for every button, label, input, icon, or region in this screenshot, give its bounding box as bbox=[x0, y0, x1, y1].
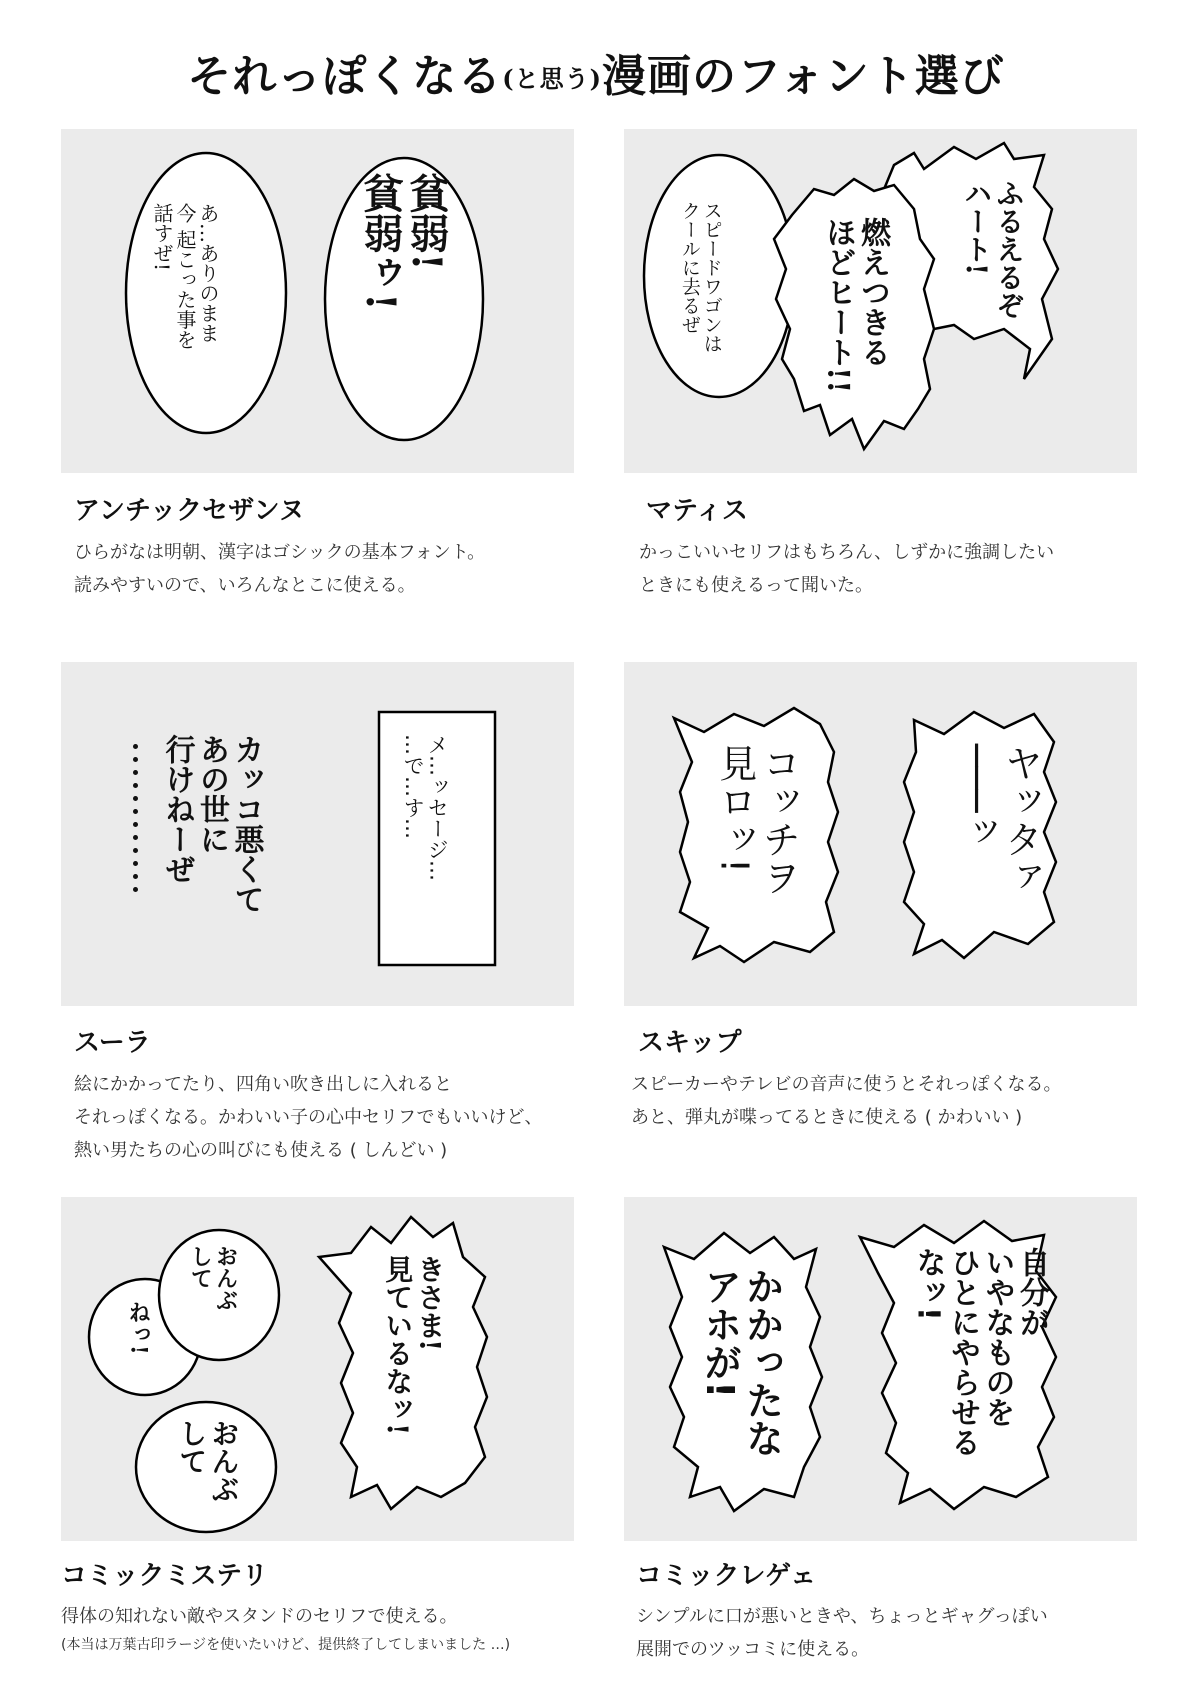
font-heading-skip: スキップ bbox=[638, 1028, 742, 1058]
bubble-line: ひとにやらせる bbox=[945, 1247, 980, 1457]
panel-matisse bbox=[624, 129, 1137, 473]
bubble-line: カッコ悪くて bbox=[228, 734, 264, 914]
bubble-line: 貧弱ゥ! bbox=[357, 173, 404, 311]
panel-comic-reggae bbox=[624, 1197, 1137, 1541]
desc-line: 展開でのツッコミに使える。 bbox=[636, 1639, 870, 1660]
bubble-line: ハート! bbox=[960, 179, 994, 276]
bubble-line: クールに去るぜ bbox=[678, 201, 701, 334]
bubble-line: 見ロッ! bbox=[712, 744, 757, 874]
font-desc-skip bbox=[631, 1068, 1062, 1134]
bubble-line: ヤッタァ bbox=[998, 744, 1043, 896]
font-desc-seurat bbox=[74, 1068, 543, 1167]
bubble-line: 貧弱! bbox=[403, 173, 450, 271]
bubble-line: いやなものを bbox=[979, 1247, 1015, 1427]
ellipsis-dots bbox=[133, 744, 139, 900]
font-heading-matisse: マティス bbox=[646, 496, 748, 526]
panel-seurat bbox=[61, 662, 574, 1006]
desc-line: 読みやすいので、いろんなとこに使える。 bbox=[74, 575, 416, 596]
bubble-line: メ…ッセージ… bbox=[425, 734, 450, 881]
font-desc-matisse bbox=[639, 536, 1054, 602]
bubble-line: かかったな bbox=[739, 1267, 784, 1457]
bubble-line: 今 起こった事を bbox=[173, 203, 197, 350]
font-heading-comic-reggae: コミックレゲェ bbox=[636, 1561, 817, 1591]
bubble-line: 行けねーぜ bbox=[159, 734, 195, 884]
font-heading-seurat: スーラ bbox=[74, 1028, 151, 1058]
desc-line: シンプルに口が悪いときや、ちょっとギャグっぽい bbox=[636, 1606, 1048, 1627]
bubble-line: して bbox=[187, 1245, 214, 1289]
bubble-line: ───ッ bbox=[954, 744, 999, 851]
desc-note: (本当は万葉古印ラージを使いたいけど、提供終了してしまいました …) bbox=[61, 1637, 511, 1653]
title-paren: (と思う) bbox=[502, 64, 602, 93]
desc-line: あと、弾丸が喋ってるときに使える ( かわいい ) bbox=[631, 1107, 1023, 1128]
speech-bubbles-1 bbox=[61, 129, 574, 473]
bubble-line: ふるえるぞ bbox=[992, 179, 1026, 319]
desc-line: ひらがなは明朝、漢字はゴシックの基本フォント。 bbox=[74, 542, 486, 563]
bubble-line: 話すぜ! bbox=[150, 203, 174, 272]
bubble-line: きさま! bbox=[413, 1255, 447, 1352]
panel-antique-cezanne bbox=[61, 129, 574, 473]
title-suffix: 漫画のフォント選び bbox=[601, 51, 1005, 102]
font-heading-antique-cezanne: アンチックセザンヌ bbox=[74, 496, 305, 526]
bubble-line: アホが! bbox=[697, 1267, 742, 1399]
desc-line: かっこいいセリフはもちろん、しずかに強調したい bbox=[639, 542, 1055, 563]
bubble-line: ねっ! bbox=[125, 1301, 152, 1355]
bubble-line: …で…す… bbox=[401, 734, 426, 839]
desc-line: それっぽくなる。かわいい子の心中セリフでもいいけど、 bbox=[74, 1107, 543, 1128]
bubble-line: おんぶ bbox=[212, 1245, 239, 1311]
bubble-line: ほどヒート!! bbox=[820, 217, 856, 394]
desc-line: 絵にかかってたり、四角い吹き出しに入れると bbox=[74, 1074, 452, 1095]
title-prefix: それっぽくなる bbox=[187, 51, 503, 102]
desc-line: 熱い男たちの心の叫びにも使える ( しんどい ) bbox=[74, 1140, 448, 1161]
speech-bubbles-4 bbox=[624, 662, 1137, 1006]
bubble-line: 燃えつきる bbox=[855, 217, 890, 367]
font-desc-comic-mystery bbox=[61, 1600, 510, 1657]
font-desc-comic-reggae bbox=[636, 1600, 1048, 1666]
font-heading-comic-mystery: コミックミステリ bbox=[61, 1561, 268, 1591]
bubble-line: 自分が bbox=[1014, 1247, 1049, 1337]
bubble-line: なッ! bbox=[910, 1247, 946, 1321]
desc-line: 得体の知れない敵やスタンドのセリフで使える。 bbox=[61, 1606, 458, 1627]
page-title bbox=[0, 40, 1192, 104]
font-desc-antique-cezanne bbox=[74, 536, 485, 602]
bubble-line: 見ているなッ! bbox=[381, 1255, 415, 1436]
panel-comic-mystery bbox=[61, 1197, 574, 1541]
desc-line: ときにも使えるって聞いた。 bbox=[639, 575, 873, 596]
bubble-line: スピードワゴンは bbox=[700, 201, 723, 353]
desc-line: スピーカーやテレビの音声に使うとそれっぽくなる。 bbox=[631, 1074, 1062, 1095]
bubble-line: コッチヲ bbox=[756, 744, 801, 896]
bubble-line: あの世に bbox=[194, 734, 229, 854]
bubble-line: して bbox=[175, 1419, 209, 1475]
bubble-line: あ…ありのまま bbox=[196, 203, 220, 343]
bubble-line: おんぶ bbox=[207, 1419, 241, 1503]
panel-skip bbox=[624, 662, 1137, 1006]
